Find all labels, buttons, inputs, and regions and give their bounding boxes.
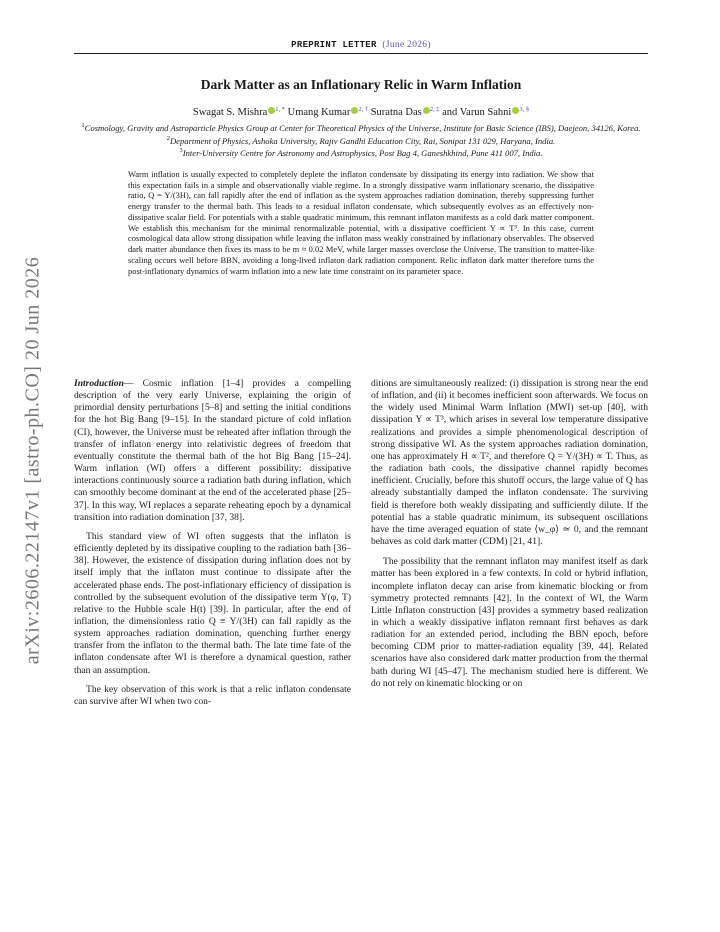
orcid-icon[interactable] xyxy=(423,107,430,114)
author-conjunction: and xyxy=(442,107,458,118)
paragraph xyxy=(74,378,351,524)
author-marks: 1, * xyxy=(275,106,286,113)
affiliations xyxy=(74,121,648,159)
author-name: Umang Kumar xyxy=(287,107,351,118)
body-columns xyxy=(74,378,648,715)
left-column xyxy=(74,378,351,715)
paragraph: The key observation of this work is that a relic inflaton condensate can survive after WI when two con- xyxy=(74,683,351,707)
affiliation-number: 3 xyxy=(179,147,183,155)
author-list xyxy=(74,106,648,118)
paragraph-text: — Cosmic inflation [1–4] provides a compelling description of the very early Universe, explaining the origin of primordial density perturbations [5–8] and setting the initial conditions for the hot Big Bang [9–15]. In the standard picture of cold inflation (CI), however, the Universe must be reheated after inflation through the transfer of inflaton energy into relativistic degrees of freedom that eventually constitute the thermal bath of the hot Big Bang [15–24]. Warm inflation (WI) offers a different possibility: dissipative interactions continuously source a radiation bath during inflation, which can smoothly become dominant at the end of the accelerated phase [25–37]. In this way, WI replaces a separate reheating epoch by a dynamical transition into radiation domination [37, 38]. xyxy=(74,378,351,523)
author-marks: 2, ‡ xyxy=(429,106,440,113)
author-name: Varun Sahni xyxy=(459,107,512,118)
affiliation-number: 2 xyxy=(166,134,170,142)
affiliation xyxy=(74,121,648,134)
paper-title: Dark Matter as an Inflationary Relic in Warm Inflation xyxy=(200,77,522,92)
arxiv-identifier xyxy=(18,240,48,680)
paragraph: This standard view of WI often suggests that the inflaton is efficiently depleted by its dissipative coupling to the radiation bath [36–38]. However, the existence of dissipation during inflation does not by itself imply that the inflaton must continue to dissipate after the accelerated phase ends. The post-inflationary efficiency of dissipation is controlled by the subsequent evolution of the dissipative term Υ(φ, T) relative to the Hubble scale H(t) [39]. In particular, after the end of inflation, the dimensionless ratio Q ≡ Υ/(3H) can fall rapidly as the system approaches radiation domination, quenching further energy transfer from the inflaton to the thermal bath. The late time fate of the inflaton condensate after WI is therefore a dynamical question, rather than an assumption. xyxy=(74,530,351,676)
author-name: Suratna Das xyxy=(370,107,422,118)
paragraph: The possibility that the remnant inflaton may manifest itself as dark matter has been explored in a few contexts. In cold or hybrid inflation, incomplete inflaton decay can arise from kinematic blocking or from symmetry protected remnants [42]. In the context of WI, the Warm Little Inflaton construction [43] provides a symmetry based realization in which a weakly dissipative inflaton remnant first behaves as dark radiation for an extended period, including the BBN epoch, before becoming CDM prior to matter-radiation equality [39, 44]. Related scenarios have also considered dark matter production from the thermal bath during WI [45–47]. The mechanism studied here is different. We do not rely on kinematic blocking or on xyxy=(371,556,648,689)
section-lead: Introduction xyxy=(74,378,124,389)
abstract: Warm inflation is usually expected to completely deplete the inflaton condensate by dissipating its energy into radiation. We show that this expectation fails in a simple and observationally viable regime. In a strongly dissipative warm inflationary scenario, the dissipative ratio, Q = Υ/(3H), can fall rapidly after the end of inflation as the system approaches radiation domination, thereby suppressing further energy transfer to the thermal bath. This leads to a residual inflaton condensate, which subsequently evolves as an effectively non-dissipative scalar field. For potentials with a stable quadratic minimum, this remnant inflaton manifests as a cold dark matter component. We establish this mechanism for the minimal renormalizable potential, with a dissipative coefficient Υ ∝ T³. In this case, current cosmological data allow strong dissipation while leaving the inflaton mass weakly constrained by inflationary observables. The observed dark matter abundance then fixes its mass to be m ≈ 0.02 MeV, while larger masses overclose the Universe. The transition to matter-like scaling occurs well before BBN, avoiding a long-lived inflaton dark radiation component. Relic inflaton dark matter therefore turns the post-inflationary dynamics of warm inflation into a new late time constraint on its parameter space. xyxy=(128,168,594,276)
affiliation xyxy=(74,134,648,147)
author-marks: 2, † xyxy=(358,106,369,113)
paper-page xyxy=(74,40,648,707)
affiliation xyxy=(74,146,648,159)
right-column xyxy=(371,378,648,715)
author-name: Swagat S. Mishra xyxy=(192,107,268,118)
arxiv-identifier-text: arXiv:2606.22147v1 [astro-ph.CO] 20 Jun 2026 xyxy=(21,256,44,664)
header-label: PREPRINT LETTER xyxy=(291,40,377,50)
author-marks: 3, § xyxy=(519,106,530,113)
header-date: (June 2026) xyxy=(382,40,431,50)
affiliation-text: Inter-University Centre for Astronomy and Astrophysics, Post Bag 4, Ganeshkhind, Pune 411 007, India. xyxy=(182,148,543,159)
affiliation-number: 1 xyxy=(81,122,85,129)
affiliation-text: Cosmology, Gravity and Astroparticle Physics Group at Center for Theoretical Physics of the Universe, Institute for Basic Science (IBS), Daejeon, 34126, Korea. xyxy=(84,123,641,133)
running-header xyxy=(74,40,648,52)
affiliation-text: Department of Physics, Ashoka University, Rajiv Gandhi Education City, Rai, Sonipat 131 029, Haryana, India. xyxy=(169,135,556,146)
header-rule xyxy=(74,53,648,54)
paragraph: ditions are simultaneously realized: (i) dissipation is strong near the end of inflation, and (ii) it becomes inefficient soon afterwards. We focus on the widely used Minimal Warm Inflation (MWI) set-up [40], with dissipation Υ ∝ T³, which arises in several low temperature dissipative realizations and provides a simple phenomenological description of strong dissipative WI. As the system approaches radiation domination, one has approximately H ∝ T², and therefore Q = Υ/(3H) ∝ T. Thus, as the radiation bath cools, the dissipative channel rapidly becomes inefficient. Crucially, before this shutoff occurs, the large value of Q has already substantially damped the inflaton condensate. The surviving field is therefore both weakly dissipating and sufficiently dilute. If the potential has a stable quadratic minimum, its subsequent oscillations have the time averaged equation of state ⟨w_φ⟩ ≃ 0, and the remnant behaves as cold dark matter (CDM) [21, 41]. xyxy=(371,378,648,548)
